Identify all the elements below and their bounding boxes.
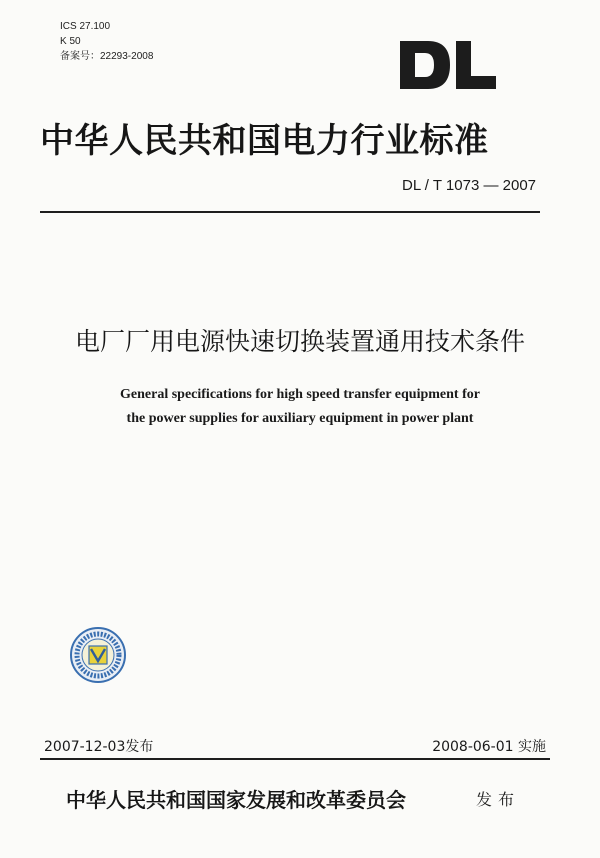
- implementation-date: 2008-06-01 实施: [432, 739, 546, 755]
- english-title-line-1: General specifications for high speed transfer equipment for: [120, 387, 480, 402]
- english-title: [0, 383, 600, 431]
- footer-divider: [40, 758, 550, 760]
- dl-logo: [398, 39, 498, 91]
- chinese-title: 电厂厂用电源快速切换装置通用技术条件: [74, 327, 525, 356]
- issue-date: 2007-12-03发布: [44, 739, 154, 755]
- standard-number: DL / T 1073 — 2007: [402, 177, 536, 194]
- classification-code: K 50: [60, 36, 81, 47]
- publisher-name: 中华人民共和国国家发展和改革委员会: [66, 788, 406, 812]
- standard-category-title: 中华人民共和国电力行业标准: [40, 121, 489, 161]
- header-divider: [40, 211, 540, 213]
- certification-seal-icon: [70, 627, 126, 683]
- ics-code: ICS 27.100: [60, 21, 111, 32]
- english-title-line-2: the power supplies for auxiliary equipment in power plant: [126, 411, 474, 426]
- publish-label: 发布: [476, 790, 521, 809]
- record-number: 备案号：22293-2008: [60, 51, 154, 62]
